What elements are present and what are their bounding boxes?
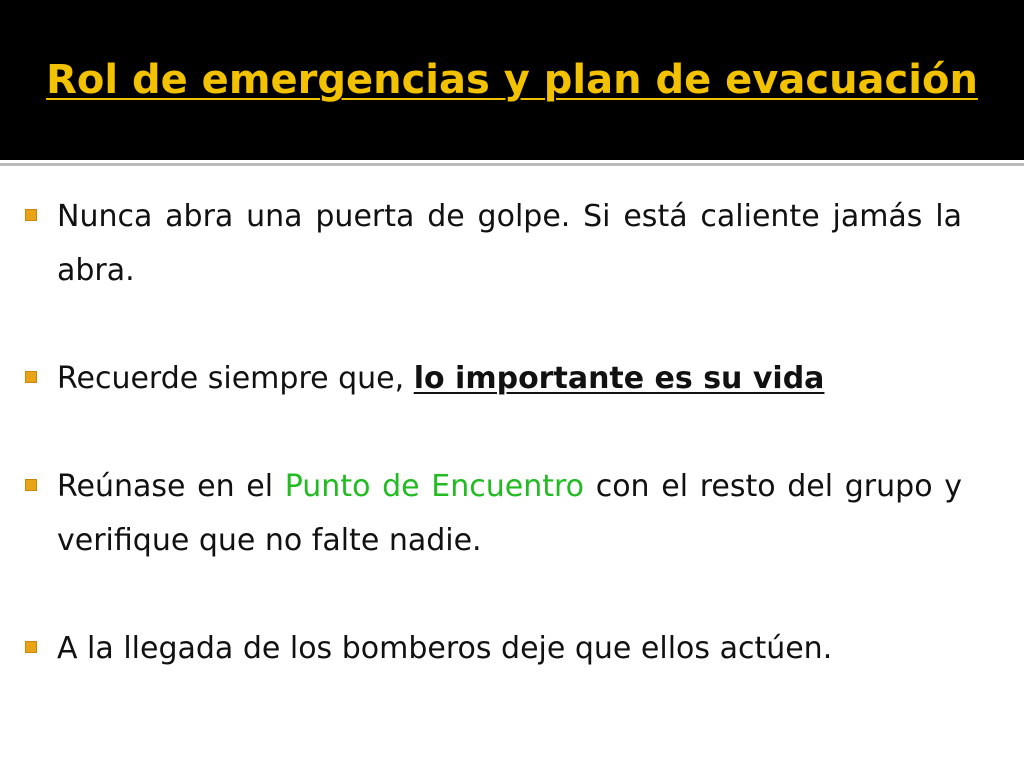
slide-title: Rol de emergencias y plan de evacuación bbox=[46, 57, 978, 103]
square-bullet-icon bbox=[25, 479, 37, 491]
title-band bbox=[0, 0, 1024, 160]
bullet-item bbox=[22, 622, 962, 676]
title-divider bbox=[0, 163, 1024, 166]
bullet-emphasis: lo importante es su vida bbox=[413, 361, 825, 396]
bullet-text: Recuerde siempre que, bbox=[57, 361, 414, 396]
bullet-text: A la llegada de los bomberos deje que ellos actúen. bbox=[57, 631, 833, 666]
bullet-text: Nunca abra una puerta de golpe. Si está caliente jamás la abra. bbox=[57, 199, 962, 288]
bullet-list bbox=[22, 190, 962, 676]
bullet-item bbox=[22, 190, 962, 298]
square-bullet-icon bbox=[25, 209, 37, 221]
square-bullet-icon bbox=[25, 641, 37, 653]
square-bullet-icon bbox=[25, 371, 37, 383]
bullet-text-after: con el resto del grupo y verifique que no falte nadie. bbox=[57, 469, 962, 558]
bullet-item bbox=[22, 460, 962, 568]
bullet-item bbox=[22, 352, 962, 406]
bullet-highlight: Punto de Encuentro bbox=[284, 469, 585, 504]
bullet-text: Reúnase en el bbox=[57, 469, 285, 504]
